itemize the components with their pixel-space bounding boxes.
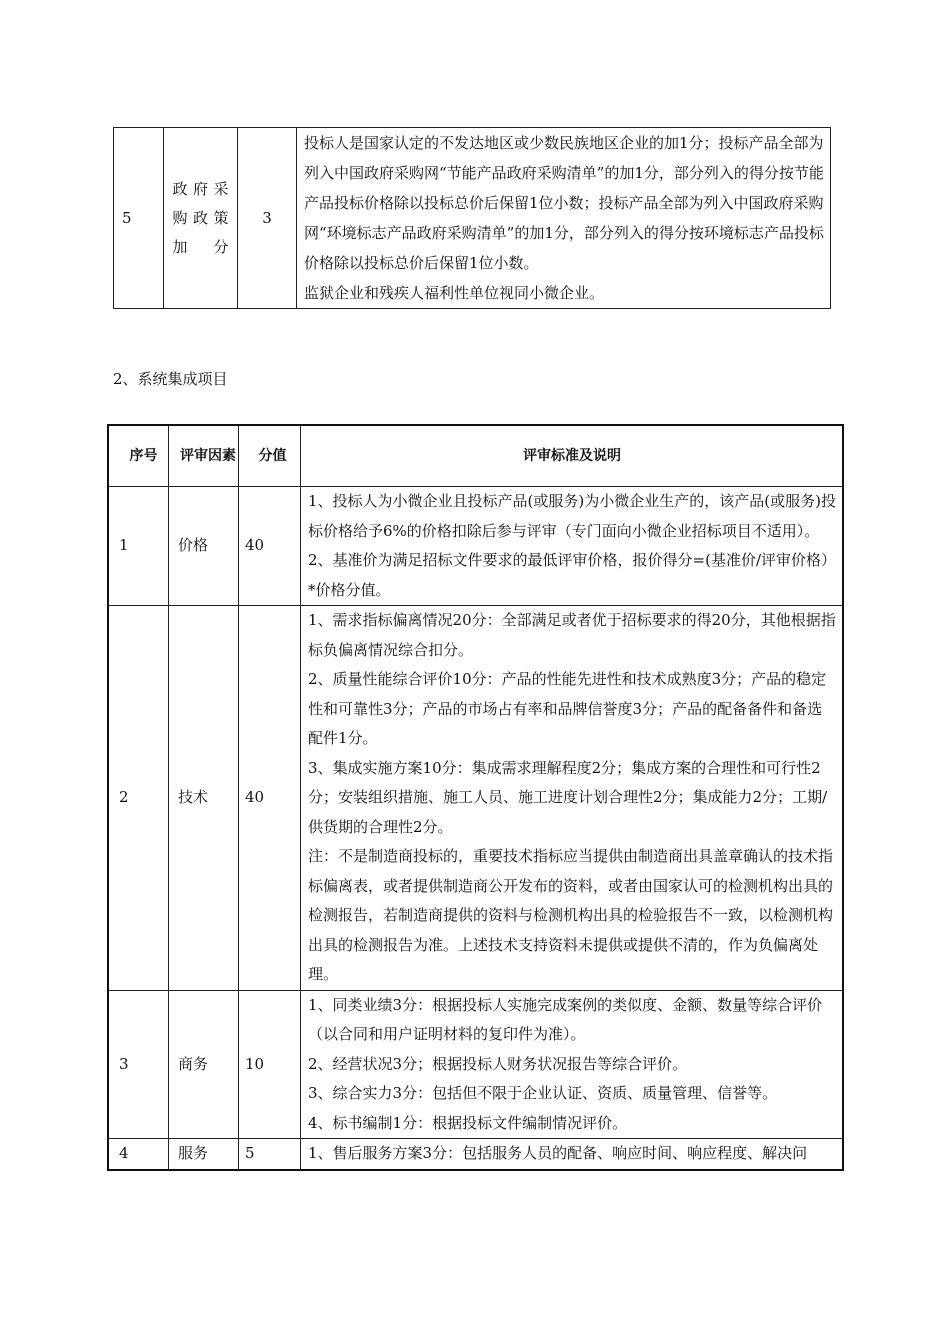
score-value: 40 bbox=[239, 487, 301, 606]
header-score: 分值 bbox=[239, 425, 301, 487]
score-value: 40 bbox=[239, 606, 301, 991]
review-factor: 商务 bbox=[169, 990, 239, 1139]
criteria-paragraph: 1、同类业绩3分：根据投标人实施完成案例的类似度、金额、数量等综合评价（以合同和用户证明材料的复印件为准）。 bbox=[308, 995, 823, 1043]
row-number: 5 bbox=[114, 128, 164, 309]
table-row bbox=[108, 487, 843, 606]
row-number: 4 bbox=[108, 1139, 169, 1171]
criteria-cell bbox=[301, 1139, 844, 1171]
review-factor: 政府采购政策加分 bbox=[164, 128, 238, 309]
criteria-paragraph: 3、综合实力3分：包括但不限于企业认证、资质、质量管理、信誉等。 bbox=[308, 1084, 778, 1102]
row-number: 1 bbox=[108, 487, 169, 606]
criteria-cell bbox=[301, 487, 844, 606]
criteria-cell bbox=[297, 128, 831, 309]
header-seq: 序号 bbox=[108, 425, 169, 487]
criteria-paragraph: 注：不是制造商投标的，重要技术指标应当提供由制造商出具盖章确认的技术指标偏离表，或者提供制造商公开发布的资料，或者由国家认可的检测机构出具的检测报告，若制造商提供的资料与检测机构出具的检验报告不一致，以检测机构出具的检测报告为准。上述技术支持资料未提供或提供不清的，作为负偏离处理。 bbox=[308, 847, 834, 983]
criteria-paragraph: 1、售后服务方案3分：包括服务人员的配备、响应时间、响应程度、解决问 bbox=[308, 1144, 808, 1162]
criteria-paragraph: 监狱企业和残疾人福利性单位视同小微企业。 bbox=[304, 284, 605, 302]
header-criteria: 评审标准及说明 bbox=[301, 425, 844, 487]
review-factor: 技术 bbox=[169, 606, 239, 991]
table-row bbox=[108, 990, 843, 1139]
table-row bbox=[114, 128, 831, 309]
review-factor: 价格 bbox=[169, 487, 239, 606]
row-number: 3 bbox=[108, 990, 169, 1139]
criteria-paragraph: 3、集成实施方案10分：集成需求理解程度2分；集成方案的合理性和可行性2分；安装组织措施、施工人员、施工进度计划合理性2分；集成能力2分；工期/供货期的合理性2分。 bbox=[308, 758, 828, 836]
table-row bbox=[108, 606, 843, 991]
criteria-paragraph: 1、投标人为小微企业且投标产品(或服务)为小微企业生产的，该产品(或服务)投标价格给予6%的价格扣除后参与评审（专门面向小微企业招标项目不适用）。 bbox=[308, 492, 836, 540]
review-factor: 服务 bbox=[169, 1139, 239, 1171]
policy-bonus-table bbox=[113, 127, 831, 309]
row-number: 2 bbox=[108, 606, 169, 991]
criteria-paragraph: 1、需求指标偏离情况20分：全部满足或者优于招标要求的得20分，其他根据指标负偏离情况综合扣分。 bbox=[308, 611, 836, 659]
table-row bbox=[108, 1139, 843, 1171]
header-factor: 评审因素 bbox=[169, 425, 239, 487]
score-value: 10 bbox=[239, 990, 301, 1139]
criteria-paragraph: 4、标书编制1分：根据投标文件编制情况评价。 bbox=[308, 1113, 628, 1132]
criteria-paragraph: 2、质量性能综合评价10分：产品的性能先进性和技术成熟度3分；产品的稳定性和可靠性3分；产品的市场占有率和品牌信誉度3分；产品的配备备件和备选配件1分。 bbox=[308, 670, 827, 747]
table-header-row bbox=[108, 425, 843, 487]
score-value: 3 bbox=[238, 128, 297, 309]
criteria-paragraph: 2、基准价为满足招标文件要求的最低评审价格，报价得分=(基准价/评审价格）*价格分值。 bbox=[308, 551, 829, 599]
criteria-paragraph: 2、经营状况3分；根据投标人财务状况报告等综合评价。 bbox=[308, 1054, 688, 1073]
criteria-cell bbox=[301, 606, 844, 991]
criteria-paragraph: 投标人是国家认定的不发达地区或少数民族地区企业的加1分；投标产品全部为列入中国政府采购网“节能产品政府采购清单”的加1分，部分列入的得分按节能产品投标价格除以投标总价后保留1位小数；投标产品全部为列入中国政府采购网“环境标志产品政府采购清单”的加1分，部分列入的得分按环境标志产品投标价格除以投标总价后保留1位小数。 bbox=[304, 134, 824, 272]
score-value: 5 bbox=[239, 1139, 301, 1171]
criteria-cell bbox=[301, 990, 844, 1139]
evaluation-table bbox=[107, 424, 844, 1171]
section-heading: 2、系统集成项目 bbox=[113, 370, 228, 388]
